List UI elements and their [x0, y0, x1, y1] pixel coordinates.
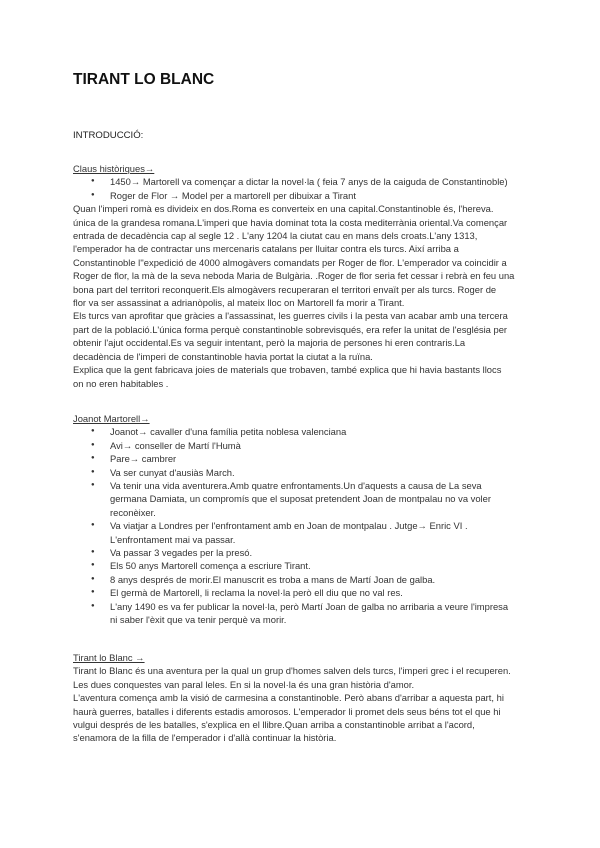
bullet-icon: ●	[91, 191, 95, 198]
list-item	[73, 479, 543, 519]
bullet-icon: ●	[91, 522, 95, 529]
paragraph-line: Els turcs van aprofitar que gràcies a l'assassinat, les guerres civils i la pesta van acabar amb una tercera	[73, 310, 508, 322]
list-item	[73, 600, 543, 627]
list-item	[73, 559, 543, 572]
list-item-line: Roger de Flor → Model per a martorell per dibuixar a Tirant	[110, 189, 356, 201]
intro-heading: INTRODUCCIÓ:	[73, 130, 144, 141]
section-tirant-lo-blanc	[73, 651, 543, 745]
section-claus-historiques	[73, 162, 543, 390]
paragraph-line: flor va ser assassinat a adrianòpolis, al mateix lloc on Martorell fa morir a Tirant.	[73, 297, 405, 309]
bullet-icon: ●	[91, 589, 95, 596]
list-item-line: Pare→ cambrer	[110, 453, 177, 465]
bullet-icon: ●	[91, 428, 95, 435]
bullet-icon: ●	[91, 602, 95, 609]
list-item	[73, 189, 543, 202]
paragraph-line: part de la població.L'única forma perquè constantinoble sobrevisqués, era refer la unitat de l'església per	[73, 323, 508, 335]
paragraph-line: Tirant lo Blanc és una aventura per la qual un grup d'homes salven dels turcs, l'imperi grec i el recuperen.	[73, 665, 511, 677]
paragraph-line: vulgui després de les batalles, s'explica en el llibre.Quan arriba a constantinoble arribat a l'acord,	[73, 719, 475, 731]
bullet-icon: ●	[91, 482, 95, 489]
list-item	[73, 586, 543, 599]
list-item-line: germana Damiata, un compromís que el suposat pretendent Joan de montpalau no va voler	[110, 493, 491, 505]
paragraph-line: Constantinoble l''expedició de 4000 almogàvers comandats per Roger de flor. L'emperador va coincidir a	[73, 256, 507, 268]
paragraph-line: entrada de decadència cap al segle 12 . L'any 1204 la ciutat cau en mans dels croats.L'any 1313,	[73, 230, 478, 242]
list-item-line: reconèixer.	[110, 506, 156, 518]
list-item	[73, 573, 543, 586]
paragraph-line: Les dues conquestes van paral leles. En si la novel·la és una gran història d'amor.	[73, 678, 415, 690]
paragraph-line: s'enamora de la filla de l'emperador i d'allà continuar la història.	[73, 732, 337, 744]
list-item-line: L'any 1490 es va fer publicar la novel·la, però Martí Joan de galba no arribaria a veure l'impresa	[110, 600, 509, 612]
section-heading: Claus històriques→	[73, 163, 155, 174]
bullet-icon: ●	[91, 441, 95, 448]
paragraph-line: única de la grandesa romana.L'imperi que havia dominat tota la costa mediterrània oriental.Va començar	[73, 216, 508, 228]
list-item	[73, 452, 543, 465]
list-item-line: Joanot→ cavaller d'una família petita noblesa valenciana	[110, 426, 347, 438]
section-joanot-martorell	[73, 412, 543, 627]
document-title: TIRANT LO BLANC	[73, 71, 215, 88]
paragraph-line: decadència de l'imperi de constantinoble havia portat la ciutat a la ruïna.	[73, 350, 373, 362]
list-item-line: Avi→ conseller de Martí l'Humà	[110, 439, 241, 451]
list-item-line: Va passar 3 vegades per la presó.	[110, 547, 253, 559]
list-item-line: El germà de Martorell, li reclama la novel·la però ell diu que no val res.	[110, 587, 403, 599]
list-item-line: Va viatjar a Londres per l'enfrontament amb en Joan de montpalau . Jutge→ Enric VI .	[110, 520, 468, 532]
paragraph-line: obtenir l'ajut occidental.Es va seguir intentant, però la majoria de persones hi eren contraris.La	[73, 337, 466, 349]
paragraph-line: bona part del territori reconquerit.Els almogàvers recuperaran el territori envaït per als turcs. Roger de	[73, 283, 497, 295]
bullet-icon: ●	[91, 178, 95, 185]
list-item	[73, 466, 543, 479]
list-item	[73, 439, 543, 452]
list-item-line: Va tenir una vida aventurera.Amb quatre enfrontaments.Un d'aquests a causa de La seva	[110, 480, 482, 492]
paragraph-line: haurà guerres, batalles i diferents estadis amorosos. L'emperador li promet dels seus béns tot el que hi	[73, 705, 501, 717]
section-heading: Joanot Martorell→	[73, 413, 150, 424]
paragraph-line: Quan l'imperi romà es divideix en dos.Roma es converteix en una capital.Constantinoble és, l'hereva.	[73, 203, 494, 215]
list-item-line: Els 50 anys Martorell comença a escriure Tirant.	[110, 560, 311, 572]
list-item-line: L'enfrontament mai va passar.	[110, 533, 236, 545]
list-item-line: Va ser cunyat d'ausiàs March.	[110, 466, 235, 478]
section-heading: Tirant lo Blanc →	[73, 652, 145, 663]
list-item-line: ni saber l'èxit que va tenir perquè va morir.	[110, 614, 287, 626]
list-item-line: 1450→ Martorell va començar a dictar la novel·la ( feia 7 anys de la caiguda de Constantinoble)	[110, 176, 508, 188]
paragraph-line: l'emperador ha de contractar uns mercenaris catalans per lluitar contra els turcs. Així arriba a	[73, 243, 459, 255]
bullet-icon: ●	[91, 549, 95, 556]
paragraph-line: Explica que la gent fabricava joies de materials que trobaven, també explica que hi havia bastants llocs	[73, 364, 502, 376]
bullet-icon: ●	[91, 562, 95, 569]
list-item	[73, 175, 543, 188]
list-item	[73, 519, 543, 546]
list-item	[73, 425, 543, 438]
paragraph-line: L'aventura comença amb la visió de carmesina a constantinoble. Però abans d'arribar a aquesta part, hi	[73, 692, 504, 704]
list-item-line: 8 anys després de morir.El manuscrit es troba a mans de Martí Joan de galba.	[110, 573, 436, 585]
bullet-icon: ●	[91, 468, 95, 475]
list-item	[73, 546, 543, 559]
bullet-icon: ●	[91, 575, 95, 582]
paragraph-line: Roger de flor, la mà de la seva neboda Maria de Bulgària. .Roger de flor seria fet cessar i rebrà en feu una	[73, 270, 515, 282]
bullet-icon: ●	[91, 455, 95, 462]
paragraph-line: on no eren habitables .	[73, 377, 169, 389]
